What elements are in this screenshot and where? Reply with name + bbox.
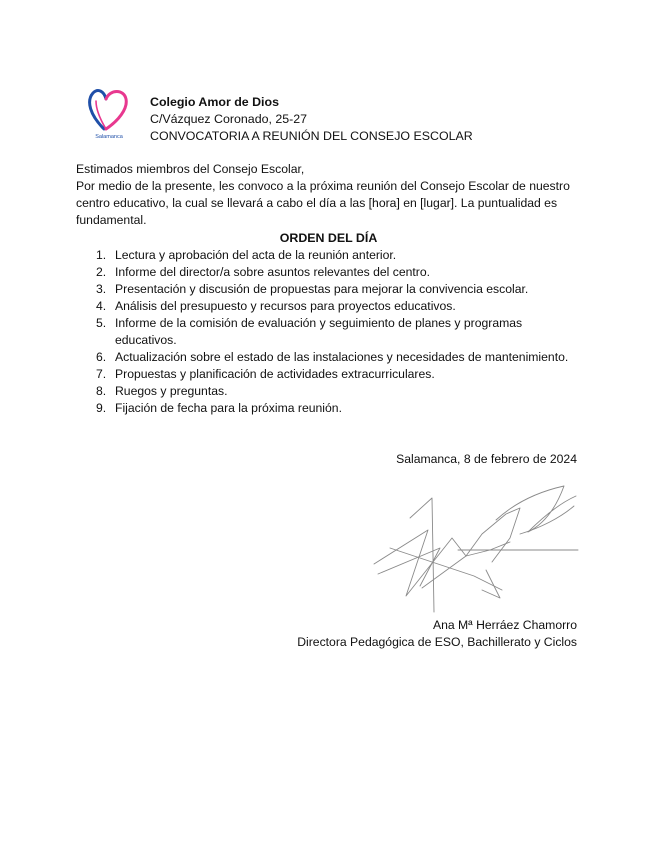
agenda-item-number: 2. xyxy=(96,265,107,279)
agenda-item-number: 5. xyxy=(96,316,107,330)
letter-greeting: Estimados miembros del Consejo Escolar, xyxy=(76,162,305,176)
agenda-item-text: Informe de la comisión de evaluación y seguimiento de planes y programas educativos. xyxy=(115,316,523,347)
logo-heart-pink-stroke xyxy=(106,92,126,130)
agenda-item-text: Análisis del presupuesto y recursos para proyectos educativos. xyxy=(115,299,456,313)
logo-caption: Salamanca xyxy=(95,134,123,140)
agenda-item xyxy=(92,281,572,298)
agenda-item xyxy=(92,247,572,264)
agenda-item xyxy=(92,298,572,315)
agenda-item-number: 9. xyxy=(96,401,107,415)
agenda-item-text: Informe del director/a sobre asuntos relevantes del centro. xyxy=(115,265,431,279)
agenda-item-text: Propuestas y planificación de actividades extracurriculares. xyxy=(115,367,435,381)
letterhead xyxy=(150,94,473,145)
signer-name: Ana Mª Herráez Chamorro xyxy=(432,618,577,632)
agenda-item xyxy=(92,349,572,366)
agenda-item-text: Ruegos y preguntas. xyxy=(115,384,228,398)
agenda-item xyxy=(92,315,572,349)
agenda-item xyxy=(92,264,572,281)
school-address: C/Vázquez Coronado, 25-27 xyxy=(150,112,308,126)
agenda-item-number: 6. xyxy=(96,350,107,364)
letter-date: Salamanca, 8 de febrero de 2024 xyxy=(396,452,577,466)
agenda-item-text: Lectura y aprobación del acta de la reunión anterior. xyxy=(115,248,397,262)
agenda-item xyxy=(92,383,572,400)
agenda-item-number: 3. xyxy=(96,282,107,296)
school-name: Colegio Amor de Dios xyxy=(150,95,279,109)
letter-subject: CONVOCATORIA A REUNIÓN DEL CONSEJO ESCOLAR xyxy=(150,129,473,143)
agenda-item-text: Presentación y discusión de propuestas para mejorar la convivencia escolar. xyxy=(115,282,529,296)
letter-body xyxy=(76,161,581,229)
agenda-item-number: 4. xyxy=(96,299,107,313)
agenda-item-number: 7. xyxy=(96,367,107,381)
handwritten-signature xyxy=(370,478,582,618)
agenda-title: ORDEN DEL DÍA xyxy=(279,231,378,245)
letter-paragraph: Por medio de la presente, les convoco a la próxima reunión del Consejo Escolar de nuestro centro educativo, la cual se llevará a cabo el día a las [hora] en [lugar]. La puntualidad es fundamental. xyxy=(76,179,570,227)
agenda-item-number: 8. xyxy=(96,384,107,398)
signer-role: Directora Pedagógica de ESO, Bachillerato y Ciclos xyxy=(297,635,577,649)
agenda-item-text: Fijación de fecha para la próxima reunión. xyxy=(115,401,342,415)
agenda-list xyxy=(92,247,572,417)
agenda-item-number: 1. xyxy=(96,248,107,262)
school-logo xyxy=(84,85,134,141)
agenda-item xyxy=(92,400,572,417)
agenda-item-text: Actualización sobre el estado de las instalaciones y necesidades de mantenimiento. xyxy=(115,350,569,364)
agenda-item xyxy=(92,366,572,383)
